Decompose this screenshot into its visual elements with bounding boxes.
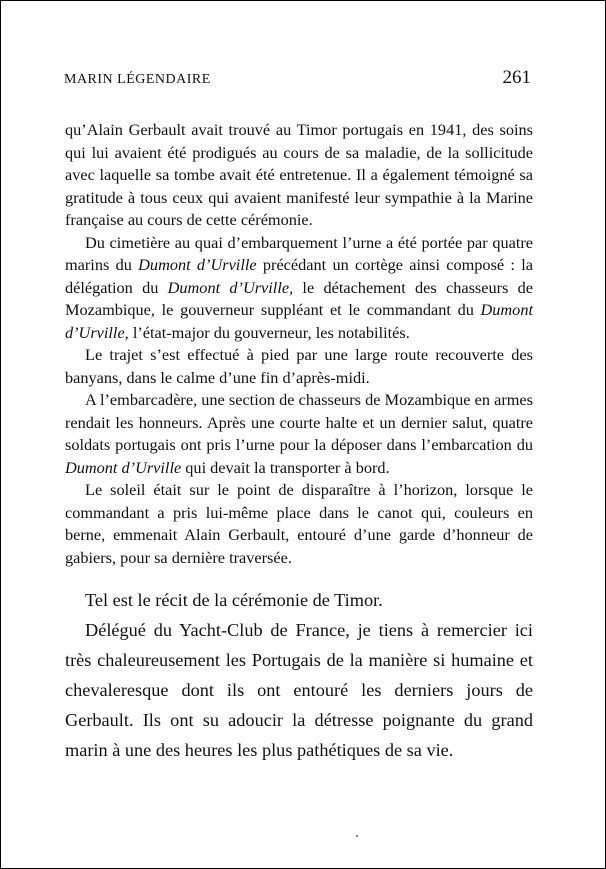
paragraph-5: Le soleil était sur le point de disparaître à l’horizon, lorsque le commandant a pris lui-même place dans le canot qui, couleurs en berne, emmenait Alain Gerbault, entouré d’une garde d’honneur de gabiers, pour sa dernière traversée. <box>65 480 533 567</box>
page-number: 261 <box>502 67 531 88</box>
paragraph-2-part-1: Du cimetière au quai d’embarquement l’urne a été portée par quatre marins du <box>65 232 533 274</box>
quoted-report <box>65 119 533 569</box>
ship-name: Dumont d’Urville <box>138 255 257 274</box>
ship-name: Dumont d’Urville <box>65 457 182 477</box>
paragraph-1: qu’Alain Gerbault avait trouvé au Timor portugais en 1941, des soins qui lui avaient été prodigués au cours de sa maladie, de la sollicitude avec laquelle sa tombe avait été entretenue. Il a également témoigné sa gratitude à tous ceux qui avaient manifesté leur sympathie à la Marine française au cours de cette cérémonie. <box>65 120 533 229</box>
paragraph-2-part-4: l’état-major du gouverneur, les notabilités. <box>128 322 410 342</box>
print-speck <box>356 835 358 837</box>
paragraph-3: Le trajet s’est effectué à pied par une large route recouverte des banyans, dans le calme d’une fin d’après-midi. <box>65 345 533 387</box>
closing-text <box>65 585 533 765</box>
running-title: MARIN LÉGENDAIRE <box>64 72 211 87</box>
closing-paragraph-1: Tel est le récit de la cérémonie de Timor. <box>85 590 383 610</box>
paragraph-4-part-2: qui devait la transporter à bord. <box>181 457 390 477</box>
closing-paragraph-2: Délégué du Yacht-Club de France, je tiens à remercier ici très chaleureusement les Portugais de la manière si humaine et chevaleresque dont ils ont entouré les derniers jours de Gerbault. Ils ont su adoucir la détresse poignante du grand marin à une des heures les plus pathétiques de sa vie. <box>65 620 533 760</box>
paragraph-4-part-1: A l’embarcadère, une section de chasseurs de Mozambique en armes rendait les honneurs. Après une courte halte et un dernier salut, quatre soldats portugais ont pris l’urne pour la déposer dans l’embarcation du <box>65 390 533 454</box>
paragraph-2-part-2: précédant un cortège ainsi composé : la délégation du <box>65 255 533 297</box>
page-body <box>65 119 533 765</box>
paragraph-4 <box>65 389 533 479</box>
paragraph-2 <box>65 232 533 345</box>
paragraph-2-part-3: le détachement des chasseurs de Mozambique, le gouverneur suppléant et le commandant du <box>65 277 534 319</box>
ship-name: Dumont d’Urville, <box>65 300 533 342</box>
ship-name: Dumont d’Urville, <box>167 277 294 297</box>
